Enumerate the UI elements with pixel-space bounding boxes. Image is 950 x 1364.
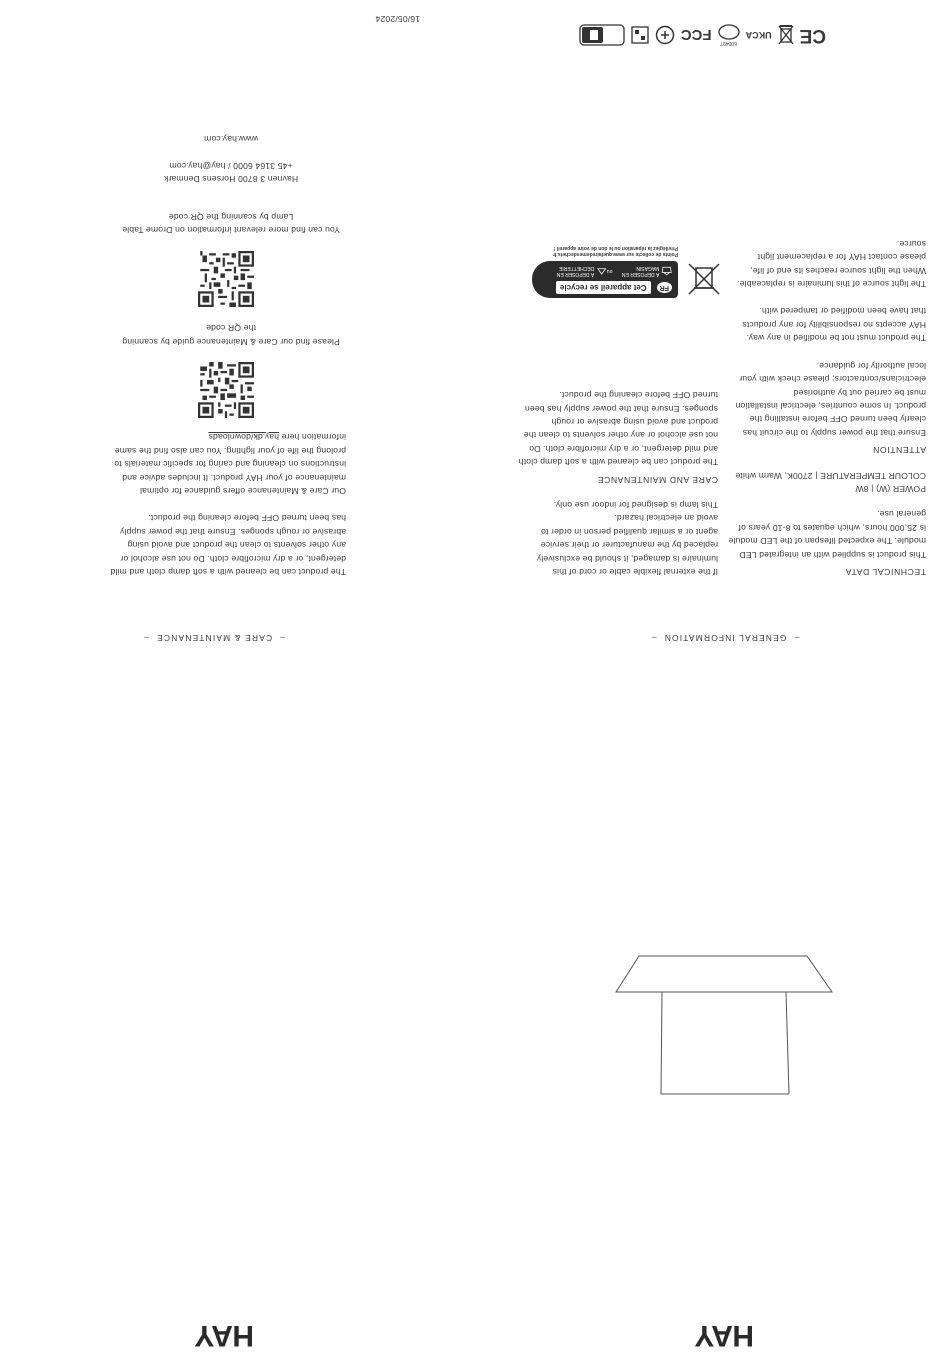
care-panel-title-text: CARE & MAINTENANCE — [156, 633, 273, 643]
recycle-arrows-icon — [596, 265, 607, 277]
power-spec: POWER (W) | 8W — [855, 483, 926, 494]
care-paragraph-1: The product can be cleaned with a soft damp cloth and mild detergent, or a dry microfibre cloth. Do not use alcohol or any other solvents to clean the product and avoid using abrasive or rough sponges. Ensure that the power supply has been turned OFF before cleaning the product. — [110, 513, 346, 577]
hay-logo-right-panel: HAY — [694, 1319, 754, 1352]
dechetterie-dropoff-text: À DÉPOSER EN DÉCHETTERIE — [556, 265, 595, 277]
attention-text-3: The light source of this luminaire is replaceable. When the light source reaches its end of life, please contact HAY for a replacement light source. — [736, 238, 926, 290]
ukca-mark-icon — [746, 30, 772, 40]
title-dash: – — [786, 633, 800, 643]
recycling-country-badge: FR — [657, 282, 672, 293]
qr-care-caption: Please find our Care & Maintenance guide by scanning the QR code — [122, 323, 340, 347]
recycling-label — [532, 245, 722, 298]
ip20-mark-icon — [718, 24, 740, 40]
company-website[interactable]: www.hay.com — [203, 133, 259, 144]
care-panel-column — [106, 131, 346, 578]
recycling-footer: Points de collecte sur www.quefairedemesdechets.fr Privilégiez la réparation ou le don de votre appareil ! — [552, 245, 678, 257]
general-panel-title — [650, 633, 800, 643]
indoor-use-text: This lamp is designed for indoor use only. — [553, 499, 718, 510]
weee-crossed-bin-icon — [686, 262, 722, 298]
qr-code-care[interactable] — [106, 358, 346, 418]
technical-text: This product is supplied with an integrated LED module. The expected lifespan of the LED module is 25,000 hours, which equates to 8-10 years of general use. — [728, 509, 926, 560]
class-iii-icon — [655, 25, 675, 45]
care-maintenance-text: The product can be cleaned with a soft damp cloth and mild detergent, or a dry microfibre cloth. Do not use alcohol or any other solvents to clean the product and avoid using abrasive or rough sponges. Ensure that the power supply has been turned OFF before cleaning the product. — [518, 390, 718, 468]
company-phone-email[interactable]: +45 3164 6000 / hay@hay.com — [169, 161, 293, 172]
recycling-badge-panel — [532, 261, 678, 298]
print-date: 16/05/2024 — [375, 14, 420, 24]
general-column-safety — [518, 388, 718, 578]
shop-icon — [661, 265, 672, 277]
qr-code-icon — [198, 251, 254, 307]
read-manual-icon — [579, 24, 625, 46]
certification-marks — [579, 24, 826, 46]
attention-heading: ATTENTION — [872, 445, 926, 456]
certification-code: 600497 — [720, 40, 737, 46]
qr-product-caption: You can find more relevant information on Drome Table Lamp by scanning the QR code — [122, 211, 340, 236]
fcc-mark-icon: FCC — [680, 26, 712, 44]
attention-text-2: The product must not be modified in any way. HAY accepts no responsibility for any products that have been modified or tampered with. — [742, 306, 926, 344]
store-dropoff-text: À DÉPOSER EN MAGASIN — [621, 265, 660, 277]
attention-text-1: Ensure that the power supply to the circuit has clearly been turned OFF before installing the product. In some countries, electrical installation must be carried out by authorised electricians/contractors; please check with your local authority for guidance. — [735, 360, 926, 438]
ukca-mark-text: UKCA — [745, 30, 772, 40]
general-panel-title-text: GENERAL INFORMATION — [663, 633, 787, 643]
colour-temperature-spec: COLOUR TEMPERATURE | 2700K, Warm white — [735, 470, 926, 481]
hay-logo-left-panel: HAY — [194, 1319, 254, 1352]
ce-mark-icon: CE — [799, 25, 826, 46]
recycling-title: Cet appareil se recycle — [556, 281, 651, 294]
care-panel-title — [143, 633, 285, 643]
technical-heading: TECHNICAL DATA — [845, 567, 926, 577]
care-maintenance-heading: CARE AND MAINTENANCE — [597, 474, 718, 485]
title-dash: – — [650, 633, 664, 643]
qr-code-product[interactable] — [106, 246, 346, 306]
care-paragraph-2-text: Our Care & Maintenance offers guidance for optimal maintenance of your HAY product. It includes advice and instructions on cleaning and caring for specific materials to prolong the life of your lighting. You can also find the same information here — [114, 432, 346, 496]
indoor-use-icon — [631, 26, 649, 44]
lamp-illustration — [614, 944, 834, 1104]
general-column-technical — [728, 236, 926, 578]
cable-warning-text: If the external flexible cable or cord of this luminaire is damaged, it should be exclusively replaced by the manufacturer or their service agent or a similar qualified person in order to avoid an electrical hazard. — [536, 513, 718, 577]
care-paragraph-2 — [106, 430, 346, 497]
title-dash: – — [272, 633, 285, 643]
downloads-link[interactable]: hay.dk/downloads — [208, 432, 279, 443]
weee-bin-icon — [778, 25, 794, 45]
recycling-or-text: ou — [606, 268, 613, 274]
qr-code-icon — [198, 362, 254, 418]
company-address: Havnen 3 8700 Horsens Denmark — [163, 174, 299, 185]
company-contact — [116, 131, 346, 185]
title-dash: – — [143, 633, 156, 643]
